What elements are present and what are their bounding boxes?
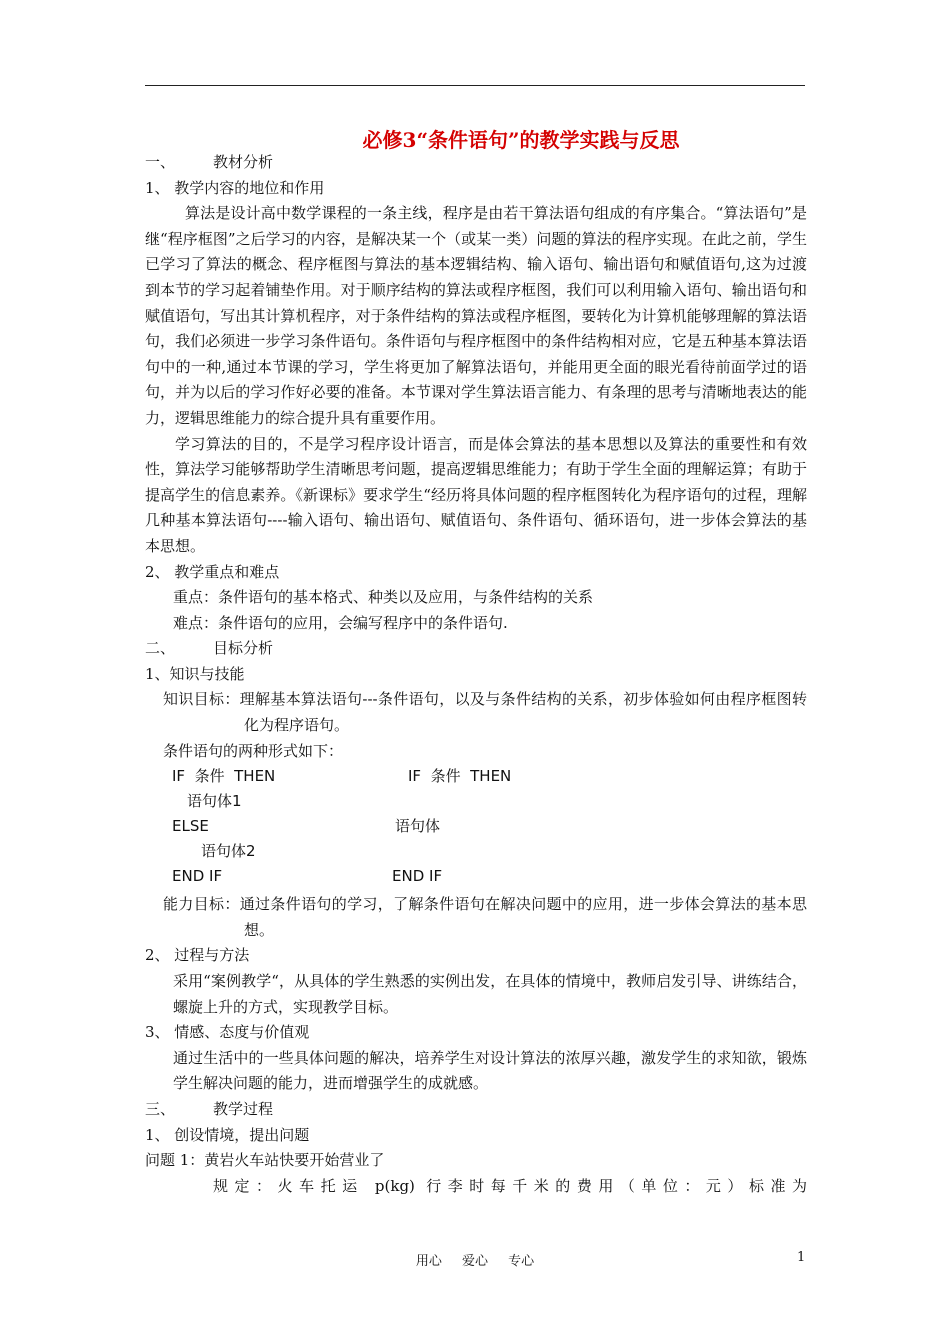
code-line: IF 条件 THEN (172, 767, 276, 786)
footer-text: 专心 (508, 1254, 535, 1269)
paragraph: 算法是设计高中数学课程的一条主线，程序是由若干算法语句组成的有序集合。“算法语句”是继“程序框图”之后学习的内容，是解决某一个（或某一类）问题的算法的程序实现。在此之前，学生已学习了算法的概念、程序框图与算法的基本逻辑结构、输入语句、输出语句和赋值语句,这为过渡到本节的学习起着铺垫作用。对于顺序结构的算法或程序框图，我们可以利用输入语句、输出语句和赋值语句，写出其计算机程序，对于条件结构的算法或程序框图，要转化为计算机能够理解的算法语句，我们必须进一步学习条件语句。条件语句与程序框图中的条件结构相对应，它是五种基本算法语句中的一种,通过本节课的学习，学生将更加了解算法语句，并能用更全面的眼光看待前面学过的语句，并为以后的学习作好必要的准备。本节课对学生算法语言能力、有条理的思考与清晰地表达的能力，逻辑思维能力的综合提升具有重要作用。 (145, 204, 807, 427)
paragraph: 通过生活中的一些具体问题的解决，培养学生对设计算法的浓厚兴趣，激发学生的求知欲，锻炼学生解决问题的能力，进而增强学生的成就感。 (173, 1048, 807, 1093)
rule-text: 规定：火车托运 p(kg) 行李时每千米的费用（单位：元）标准为 (213, 1176, 807, 1195)
code-line: END IF (172, 867, 223, 886)
footer-text: 爱心 (461, 1254, 488, 1269)
code-line: IF 条件 THEN (408, 767, 512, 786)
ability-goal: 能力目标：通过条件语句的学习，了解条件语句在解决问题中的应用，进一步体会算法的基本思想。 (163, 895, 807, 939)
subheading: 1、知识与技能 (145, 664, 245, 683)
subheading: 1、 教学内容的地位和作用 (145, 178, 325, 197)
question: 问题 1：黄岩火车站快要开始营业了 (145, 1151, 385, 1170)
subheading: 2、 教学重点和难点 (145, 562, 280, 581)
footer-text: 用心 (415, 1254, 442, 1269)
paragraph: 学习算法的目的，不是学习程序设计语言，而是体会算法的基本思想以及算法的重要性和有效性，算法学习能够帮助学生清晰思考问题，提高逻辑思维能力；有助于学生全面的理解运算；有助于提高学生的信息素养。《新课标》要求学生“经历将具体问题的程序框图转化为程序语句的过程，理解几种基本算法语句----输入语句、输出语句、赋值语句、条件语句、循环语句，进一步体会算法的基本思想。 (145, 434, 807, 555)
section-number: 一、 (145, 153, 176, 171)
code-line: ELSE (172, 817, 209, 836)
section-heading (145, 636, 807, 662)
section-number: 三、 (145, 1100, 176, 1118)
code-block (145, 764, 807, 892)
section-heading (145, 1097, 807, 1123)
section-number: 二、 (145, 639, 176, 658)
section-heading (145, 150, 807, 176)
document-body (145, 150, 807, 1199)
paragraph: 采用“案例教学“，从具体的学生熟悉的实例出发，在具体的情境中，教师启发引导、讲练结合，螺旋上升的方式，实现教学目标。 (173, 972, 807, 1016)
key-point: 重点：条件语句的基本格式、种类以及应用，与条件结构的关系 (173, 588, 594, 607)
subheading: 1、 创设情境，提出问题 (145, 1125, 310, 1144)
header-rule (145, 85, 805, 86)
knowledge-goal: 知识目标：理解基本算法语句---条件语句，以及与条件结构的关系，初步体验如何由程序框图转化为程序语句。 (163, 690, 807, 735)
page-footer (0, 1250, 950, 1269)
difficult-point: 难点：条件语句的应用，会编写程序中的条件语句. (173, 613, 508, 632)
page-title: 必修3“条件语句”的教学实践与反思 (362, 128, 680, 152)
paragraph: 条件语句的两种形式如下： (163, 741, 344, 760)
subheading: 2、 过程与方法 (145, 946, 250, 965)
section-title: 教材分析 (213, 153, 274, 171)
code-line: 语句体2 (201, 842, 256, 861)
section-title: 教学过程 (213, 1100, 274, 1118)
page-number: 1 (797, 1250, 806, 1265)
code-line: 语句体1 (187, 792, 242, 811)
code-line: 语句体 (395, 817, 441, 836)
subheading: 3、 情感、态度与价值观 (145, 1023, 310, 1042)
code-line: END IF (392, 867, 443, 886)
section-title: 目标分析 (213, 639, 274, 658)
